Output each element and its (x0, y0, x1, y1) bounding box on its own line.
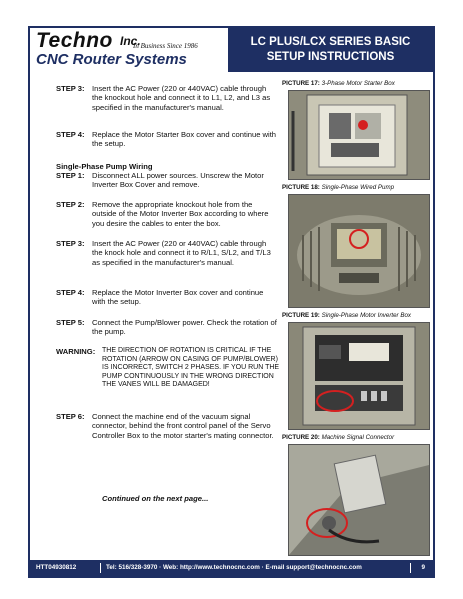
logo-wordmark: Techno (36, 29, 113, 52)
step-text: Insert the AC Power (220 or 440VAC) cable through the knock hole and connect it to R/L1, S/L2, and T/L3 as specified in the manufacturer's manual. (92, 239, 271, 267)
step-label: STEP 3: (56, 84, 85, 93)
picture-number: PICTURE 20: (282, 434, 320, 441)
wired-pump-image (289, 195, 429, 307)
picture-18-photo (288, 194, 430, 308)
step-label: STEP 4: (56, 130, 85, 139)
contact-info: Tel: 516/328-3970 · Web: http://www.technocnc.com · E-mail support@technocnc.com (106, 564, 362, 571)
footer-divider (100, 563, 101, 573)
picture-number: PICTURE 18: (282, 184, 320, 191)
picture-19-caption (282, 312, 434, 319)
picture-number: PICTURE 17: (282, 80, 320, 87)
picture-17-caption (282, 80, 434, 87)
warning-text: THE DIRECTION OF ROTATION IS CRITICAL IF THE ROTATION (ARROW ON CASING OF PUMP/BLOWER) IS INCORRECT, SWITCH 2 PHASES. IF YOU RUN THE PUMP CONTINUOUSLY IN THE WRONG DIRECTION THE VANES WILL BE DAMAGED! (102, 347, 280, 389)
step-text: Replace the Motor Inverter Box cover and continue with the setup. (92, 288, 264, 307)
warning-label: WARNING: (56, 347, 96, 356)
motor-inverter-box-image (289, 323, 429, 429)
signal-connector-image (289, 445, 429, 555)
logo-inc: Inc. (120, 34, 141, 48)
logo-subtitle: CNC Router Systems (36, 51, 187, 68)
picture-17-photo (288, 90, 430, 180)
title-line-2: SETUP INSTRUCTIONS (266, 51, 395, 63)
picture-caption: Single-Phase Wired Pump (321, 184, 395, 191)
page-footer (30, 560, 433, 576)
picture-caption: Single-Phase Motor Inverter Box (321, 312, 411, 319)
document-code: HTT04930812 (36, 564, 77, 571)
picture-caption: Machine Signal Connector (321, 434, 395, 441)
motor-starter-box-image (289, 91, 429, 179)
picture-20-caption (282, 434, 434, 441)
logo-tagline: In Business Since 1986 (133, 42, 198, 50)
step-text: Replace the Motor Starter Box cover and continue with the setup. (92, 130, 277, 149)
picture-number: PICTURE 19: (282, 312, 320, 319)
step-text: Connect the machine end of the vacuum signal connector, behind the front control panel of the Servo Controller Box to the motor starter's mating connector. (92, 412, 274, 440)
title-line-1: LC PLUS/LCX SERIES BASIC (250, 36, 411, 48)
section-heading: Single-Phase Pump Wiring (56, 162, 153, 171)
footer-divider (410, 563, 411, 573)
continued-note: Continued on the next page... (102, 494, 209, 503)
picture-caption: 3-Phase Motor Starter Box (321, 80, 395, 87)
page-title (228, 28, 433, 72)
company-logo (30, 28, 228, 72)
step-text: Remove the appropriate knockout hole from the outside of the Motor Inverter Box according to where you desire the cables to enter the box. (92, 200, 269, 228)
picture-20-photo (288, 444, 430, 556)
document-page (28, 26, 435, 578)
picture-18-caption (282, 184, 434, 191)
picture-19-photo (288, 322, 430, 430)
step-label: STEP 2: (56, 200, 85, 209)
step-label: STEP 5: (56, 318, 85, 327)
step-text: Disconnect ALL power sources. Unscrew the Motor Inverter Box Cover and remove. (92, 171, 264, 190)
step-label: STEP 4: (56, 288, 85, 297)
step-text: Insert the AC Power (220 or 440VAC) cable through the knockout hole and connect it to L1, L2, and L3 as specified in the manufacturer's manual. (92, 84, 271, 112)
step-text: Connect the Pump/Blower power. Check the rotation of the pump. (92, 318, 277, 337)
step-label: STEP 3: (56, 239, 85, 248)
step-label: STEP 6: (56, 412, 85, 421)
page-number: 9 (421, 564, 425, 571)
step-label: STEP 1: (56, 171, 85, 180)
